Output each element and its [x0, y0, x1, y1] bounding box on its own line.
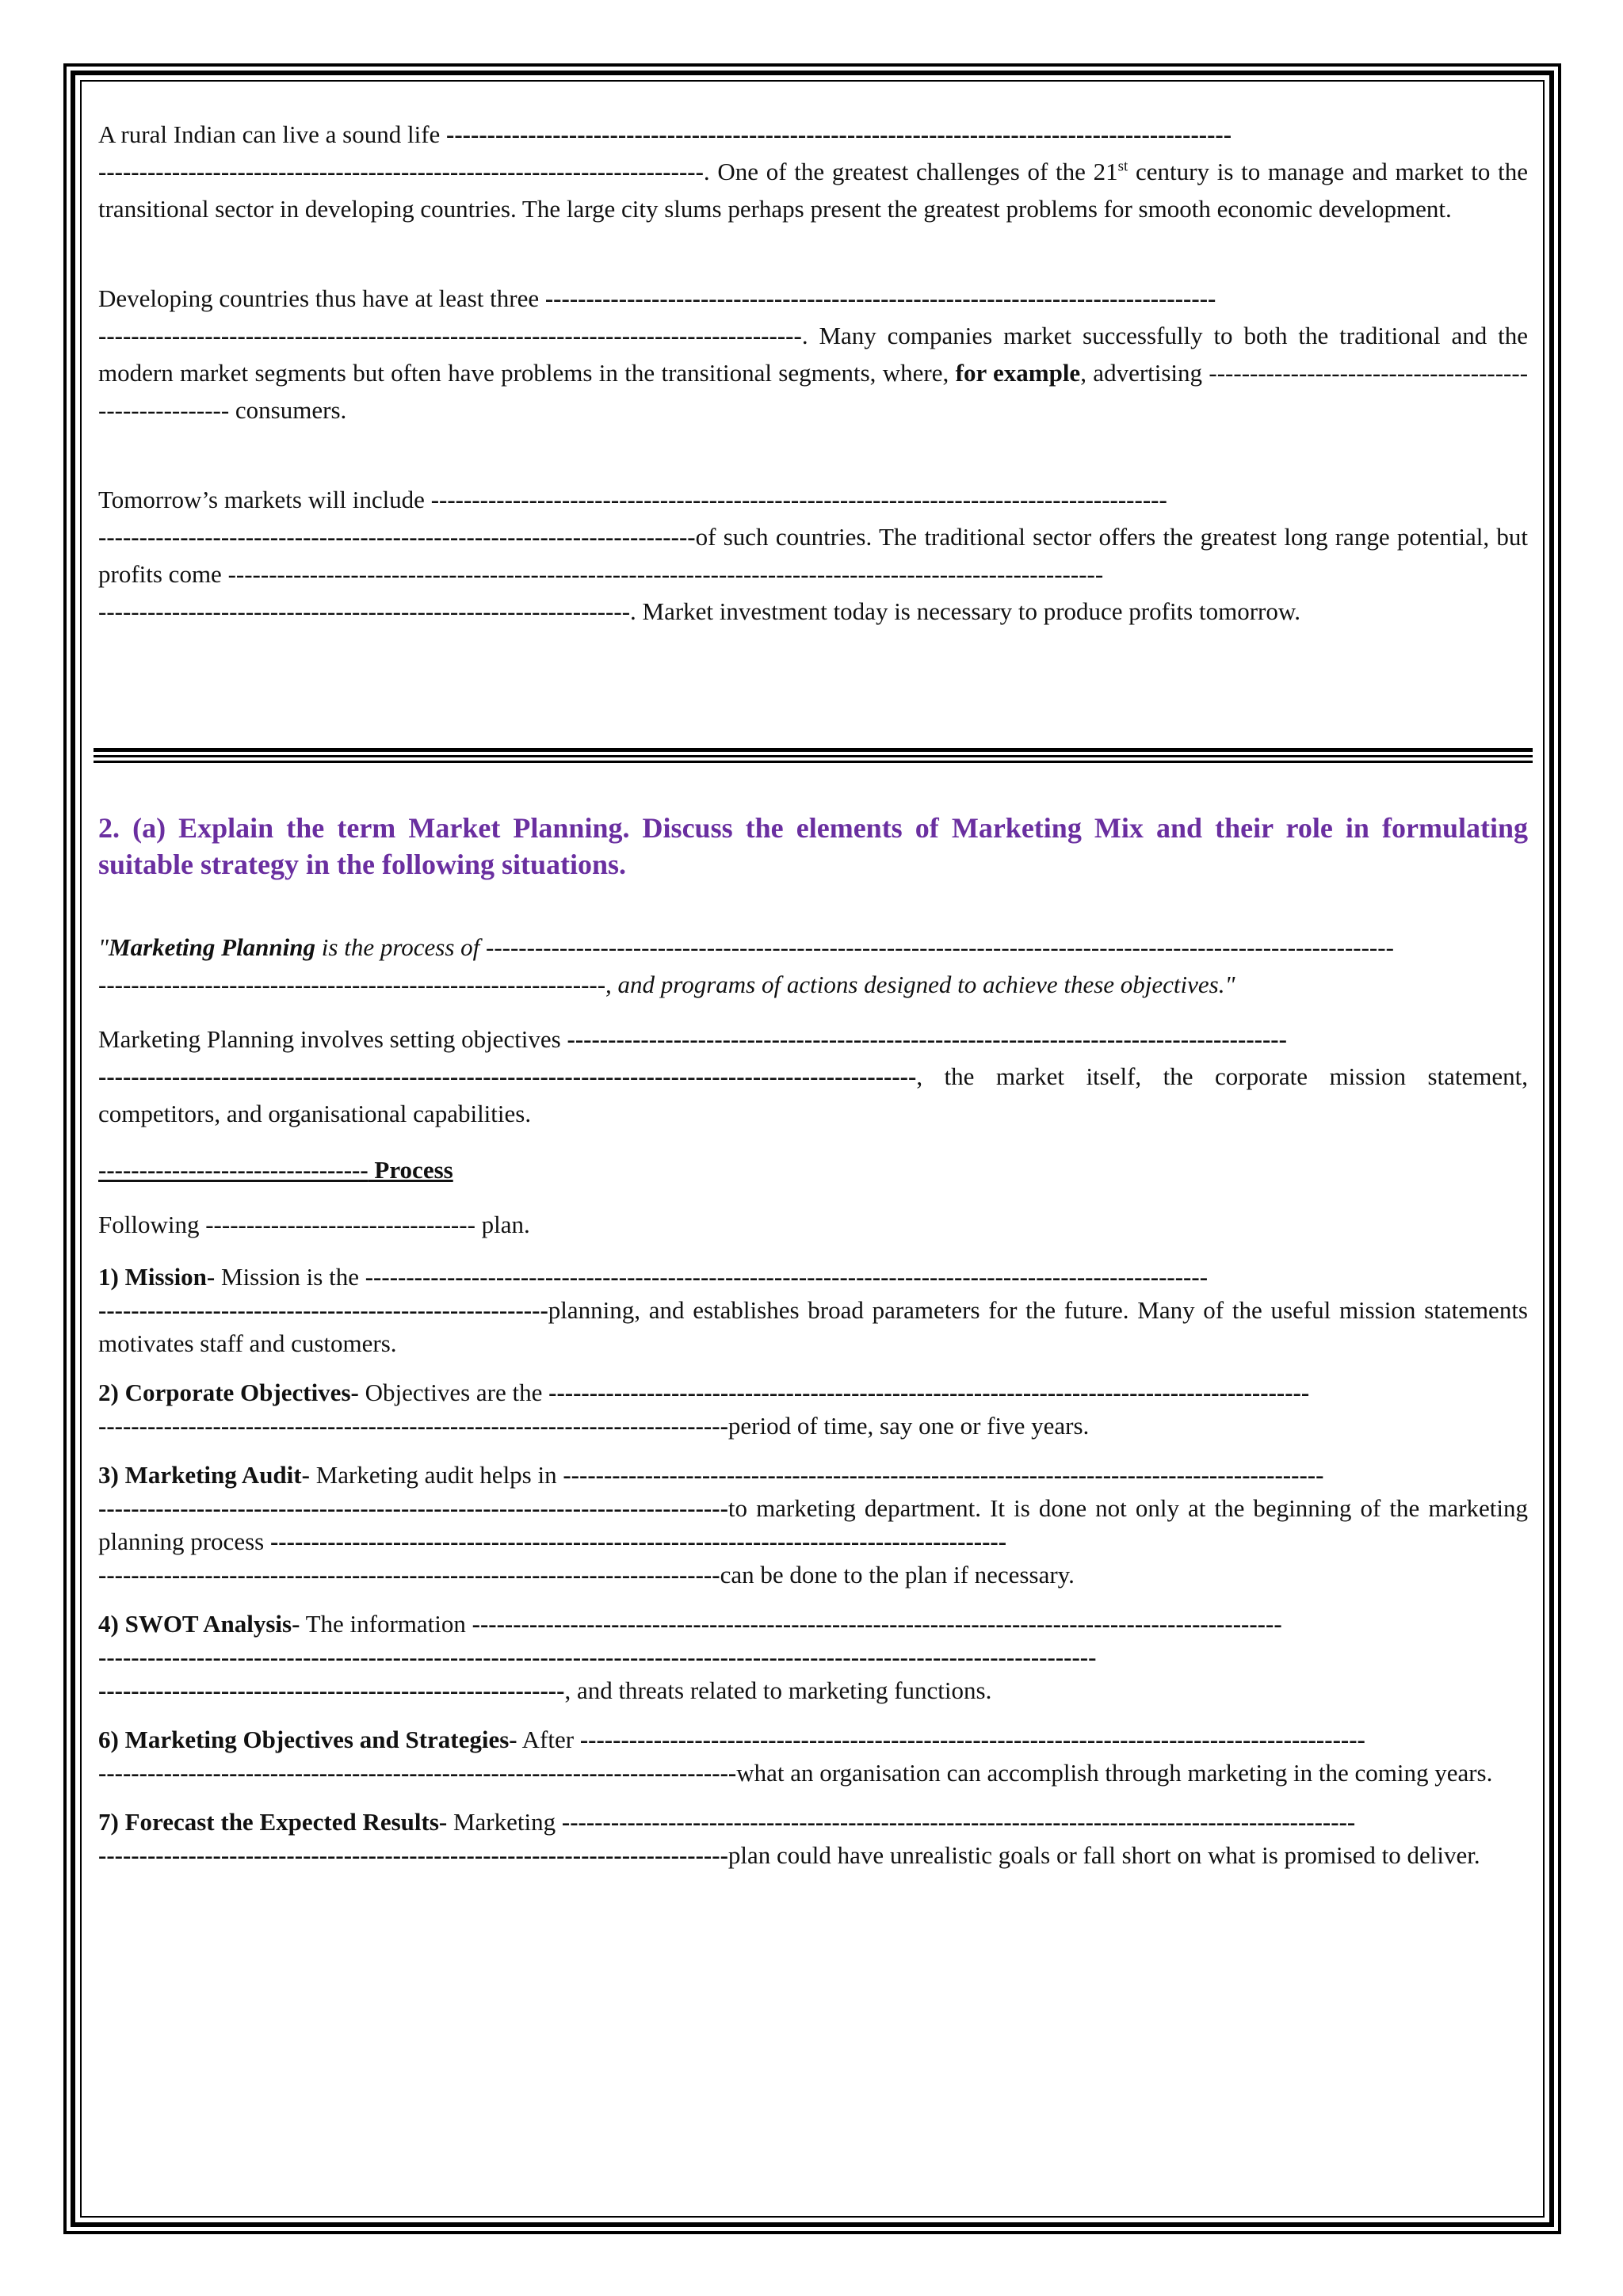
blank-dashes: -------------------------------------------------------------------------	[98, 523, 696, 551]
blank-dashes: ----------------------------------------------------------------------------------	[544, 284, 1216, 312]
blank-dashes: ---------------------------------	[205, 1211, 475, 1238]
text: Marketing Planning involves setting objectives	[98, 1025, 567, 1053]
blank-dashes: ------------------------------------------------------------------------------------------	[430, 486, 1167, 513]
item-label: 6) Marketing Objectives and Strategies-	[98, 1726, 517, 1753]
text: century is to manage and market to the transitional sector in developing countries. The large city slums perhaps present the greatest problems for smooth economic development.	[98, 158, 1528, 223]
blank-dashes: ------------------------------------------------------------------------------	[98, 1759, 737, 1787]
blank-dashes: -----------------------------------------------------------------------------	[98, 1412, 728, 1440]
blank-dashes: -----------------------------------------------------------------	[98, 597, 631, 625]
text: The information	[300, 1610, 472, 1638]
definition-quote	[98, 929, 1528, 1003]
text: . One of the greatest challenges of the 21	[703, 158, 1118, 185]
text: plan could have unrealistic goals or fall short on what is promised to deliver.	[727, 1841, 1480, 1869]
text: period of time, say one or five years.	[727, 1412, 1090, 1440]
text: "	[98, 933, 109, 961]
page-content	[98, 116, 1528, 630]
bold-text: for example	[955, 359, 1081, 387]
bold-text: Marketing Planning	[109, 933, 316, 961]
item-label: 4) SWOT Analysis-	[98, 1610, 300, 1638]
superscript: st	[1117, 158, 1128, 175]
text: Marketing audit helps in	[309, 1461, 563, 1489]
text: After	[517, 1726, 580, 1753]
section-divider	[94, 748, 1533, 752]
question-heading: 2. (a) Explain the term Market Planning. Discuss the elements of Marketing Mix and their role in formulating suitable strategy in the following situations.	[98, 812, 1528, 880]
blank-dashes: -----------------------------------------------------------------------------	[98, 1841, 728, 1869]
section-2-content	[98, 810, 1528, 1872]
text: . Many companies market successfully to both the traditional and the modern market segments but often have problems in the transitional segments, where,	[98, 322, 1528, 387]
list-item	[98, 1261, 1528, 1360]
text: Marketing	[447, 1808, 562, 1836]
blank-dashes: ---------------------------------------------------------------------------------------------	[563, 1461, 1324, 1489]
text: Following	[98, 1211, 206, 1238]
list-item	[98, 1459, 1528, 1592]
text: , advertising	[1080, 359, 1209, 387]
process-heading	[98, 1151, 1528, 1188]
blank-dashes: ---------------------------------------------------------------------------------------------------------------	[486, 933, 1394, 961]
paragraph-involves	[98, 1020, 1528, 1132]
blank-dashes: -------------------------------------------------------------------------------------------------------	[365, 1263, 1209, 1291]
text: Objectives are the	[358, 1379, 549, 1406]
blank-dashes: ------------------------------------------------------------------------------------------------	[446, 120, 1232, 148]
blank-dashes: --------------------------------------------------------------	[98, 971, 606, 998]
section-divider	[94, 755, 1533, 757]
text: . Market investment today is necessary to produce profits tomorrow.	[630, 597, 1300, 625]
blank-dashes: ----------------------------------------------------------------------------------------	[567, 1025, 1287, 1053]
text: , and threats related to marketing functions.	[564, 1676, 992, 1704]
list-item	[98, 1723, 1528, 1790]
blank-dashes: ----------------------------------------------------------------------------	[98, 1561, 720, 1589]
blank-dashes: ---------------------------------------------------------------------------------------------	[548, 1379, 1310, 1406]
item-label: 3) Marketing Audit-	[98, 1461, 310, 1489]
text: Developing countries thus have at least three	[98, 284, 545, 312]
text: Tomorrow’s markets will include	[98, 486, 431, 513]
text: planning, and establishes broad parameters for the future. Many of the useful mission statements motivates staff and customers.	[98, 1296, 1528, 1357]
item-label: 1) Mission-	[98, 1263, 216, 1291]
text: A rural Indian can live a sound life	[98, 120, 447, 148]
blank-dashes: --------------------------------------------------------------------------------------	[98, 322, 802, 349]
text: , and programs of actions designed to achieve these objectives."	[605, 971, 1235, 998]
blank-dashes: ------------------------------------------------------------------------------------------	[269, 1527, 1007, 1555]
blank-dashes: ---------------------------------------------------------------------------------------------------	[472, 1610, 1282, 1638]
text: can be done to the plan if necessary.	[720, 1561, 1075, 1589]
blank-dashes: -----------------------------------------------------------------------------	[98, 1494, 728, 1522]
text: plan.	[475, 1211, 530, 1238]
list-item	[98, 1806, 1528, 1872]
blank-dashes: ----------------------------------------------------------------------------------------------------	[98, 1062, 917, 1090]
item-label: 7) Forecast the Expected Results-	[98, 1808, 448, 1836]
item-label: 2) Corporate Objectives-	[98, 1379, 359, 1406]
blank-dashes: ------------------------------------------------------------------------------------------------	[579, 1726, 1365, 1753]
text: of such countries. The traditional sector offers the greatest long range potential, but profits come	[98, 523, 1528, 588]
blank-dashes: --------------------------------------------------------------------------------------------------------------------------	[98, 1643, 1097, 1671]
blank-dashes: -----------------------------------------------------------------------------------------------------------	[227, 560, 1104, 588]
blank-dashes: -------------------------------------------------------------------------------------------------	[561, 1808, 1356, 1836]
list-item	[98, 1376, 1528, 1443]
text: what an organisation can accomplish through marketing in the coming years.	[736, 1759, 1493, 1787]
blank-dashes: -------------------------------------------------------	[98, 1296, 548, 1324]
blank-dashes: --------------------------------------------------------------------------	[98, 158, 704, 185]
text: consumers.	[229, 396, 347, 424]
paragraph-rural-indian	[98, 116, 1528, 227]
paragraph-tomorrows-markets	[98, 481, 1528, 630]
blank-dashes: -------------------------------------------------------	[98, 359, 1529, 424]
paragraph-following	[98, 1206, 1528, 1243]
text: , the market itself, the corporate mission statement, competitors, and organisational capabilities.	[98, 1062, 1528, 1127]
text: Mission is the	[215, 1263, 365, 1291]
section-divider	[94, 761, 1533, 763]
process-label: Process	[368, 1156, 453, 1184]
text: to marketing department. It is done not only at the beginning of the marketing planning process	[98, 1494, 1528, 1555]
paragraph-developing-countries	[98, 280, 1528, 429]
blank-dashes: ---------------------------------------------------------	[98, 1676, 565, 1704]
list-item	[98, 1608, 1528, 1707]
blank-dashes: ---------------------------------	[98, 1156, 369, 1184]
text: is the process of	[315, 933, 487, 961]
